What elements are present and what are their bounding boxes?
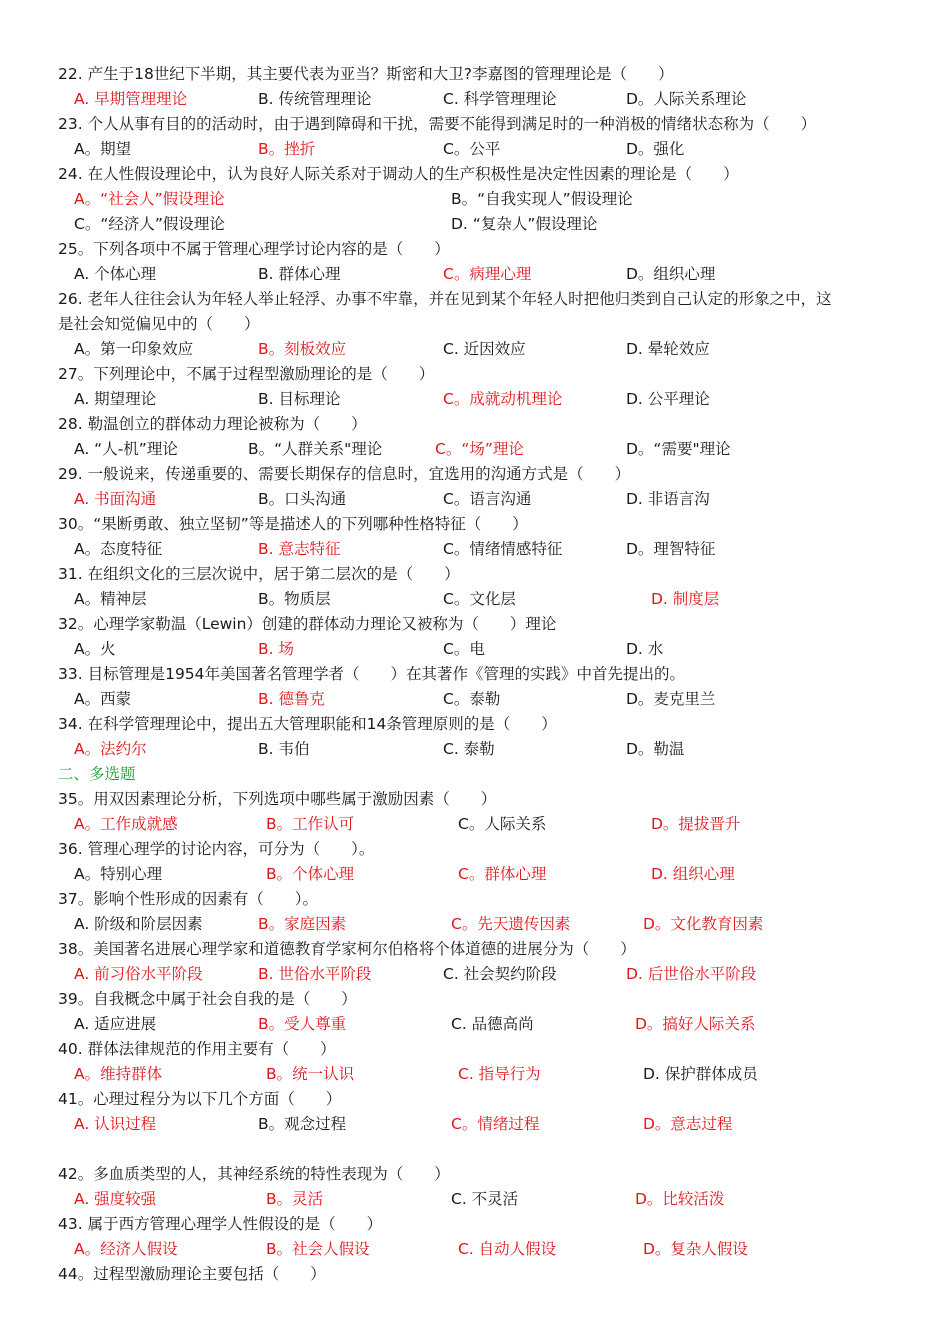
option-row <box>58 587 908 612</box>
option-correct: D。文化教育因素 <box>643 915 764 933</box>
option: D。理智特征 <box>626 540 716 558</box>
option-row <box>58 1112 908 1137</box>
option: A. 期望理论 <box>74 390 157 408</box>
question-stem: 43. 属于西方管理心理学人性假设的是（ ） <box>58 1215 383 1233</box>
option: B。“自我实现人”假设理论 <box>451 190 633 208</box>
option-correct: D. 组织心理 <box>651 865 735 883</box>
question-stem: 33. 目标管理是1954年美国著名管理学者（ ）在其著作《管理的实践》中首先提出的。 <box>58 665 686 683</box>
option-row <box>58 812 908 837</box>
question-stem: 40. 群体法律规范的作用主要有（ ） <box>58 1040 336 1058</box>
option-row <box>58 687 908 712</box>
option-correct: A. 认识过程 <box>74 1115 157 1133</box>
option-correct: A. 书面沟通 <box>74 490 157 508</box>
option-row <box>58 212 908 237</box>
question-stem: 34. 在科学管理理论中，提出五大管理职能和14条管理原则的是（ ） <box>58 715 557 733</box>
question-stem: 26. 老年人往往会认为年轻人举止轻浮、办事不牢靠，并在见到某个年轻人时把他归类到自己认定的形象之中，这 <box>58 290 832 308</box>
option-correct: D。复杂人假设 <box>643 1240 748 1258</box>
option-correct: B。挫折 <box>258 140 316 158</box>
option: A。态度特征 <box>74 540 163 558</box>
question-stem: 42。多血质类型的人，其神经系统的特性表现为（ ） <box>58 1165 450 1183</box>
option: A. 阶级和阶层因素 <box>74 915 203 933</box>
question-stem: 23. 个人从事有目的的活动时，由于遇到障碍和干扰，需要不能得到满足时的一种消极的情绪状态称为（ ） <box>58 115 817 133</box>
option: D。“需要"理论 <box>626 440 731 458</box>
option-row <box>58 337 908 362</box>
option: D. 非语言沟 <box>626 490 710 508</box>
option-correct: B. 意志特征 <box>258 540 341 558</box>
question-stem: 38。美国著名进展心理学家和道德教育学家柯尔伯格将个体道德的进展分为（ ） <box>58 940 636 958</box>
option: A。第一印象效应 <box>74 340 194 358</box>
option-correct: A。法约尔 <box>74 740 147 758</box>
option: C。语言沟通 <box>443 490 532 508</box>
option: C. 泰勒 <box>443 740 495 758</box>
question-stem: 28. 勒温创立的群体动力理论被称为（ ） <box>58 415 367 433</box>
option-correct: D。提拔晋升 <box>651 815 741 833</box>
question-stem: 27。下列理论中，不属于过程型激励理论的是（ ） <box>58 365 435 383</box>
option: C. 不灵活 <box>451 1190 519 1208</box>
option-row <box>58 262 908 287</box>
option: B. 传统管理理论 <box>258 90 372 108</box>
option: B。“人群关系"理论 <box>248 440 383 458</box>
option: D. 水 <box>626 640 664 658</box>
option-correct: C。群体心理 <box>458 865 547 883</box>
option: C。泰勒 <box>443 690 501 708</box>
option: A。西蒙 <box>74 690 132 708</box>
option: A. 适应进展 <box>74 1015 157 1033</box>
option: B. 韦伯 <box>258 740 310 758</box>
option-correct: C。病理心理 <box>443 265 532 283</box>
option-correct: B. 场 <box>258 640 294 658</box>
option: C。公平 <box>443 140 501 158</box>
option-correct: D。意志过程 <box>643 1115 733 1133</box>
option: C。情绪情感特征 <box>443 540 563 558</box>
option: B。观念过程 <box>258 1115 347 1133</box>
option-correct: D。搞好人际关系 <box>635 1015 756 1033</box>
option-correct: B. 世俗水平阶段 <box>258 965 372 983</box>
option-row <box>58 187 908 212</box>
option: A。精神层 <box>74 590 147 608</box>
option: B. 目标理论 <box>258 390 341 408</box>
option: B. 群体心理 <box>258 265 341 283</box>
option: D。勒温 <box>626 740 685 758</box>
option-correct: A. 前习俗水平阶段 <box>74 965 203 983</box>
option-correct: D. 制度层 <box>651 590 720 608</box>
option-correct: B。家庭因素 <box>258 915 347 933</box>
option-row <box>58 537 908 562</box>
option: D。强化 <box>626 140 685 158</box>
question-stem: 25。下列各项中不属于管理心理学讨论内容的是（ ） <box>58 240 450 258</box>
option: D. 保护群体成员 <box>643 1065 758 1083</box>
option-correct: B。受人尊重 <box>258 1015 347 1033</box>
question-stem: 36. 管理心理学的讨论内容，可分为（ ）。 <box>58 840 375 858</box>
question-stem: 39。自我概念中属于社会自我的是（ ） <box>58 990 357 1008</box>
question-stem: 32。心理学家勒温（Lewin）创建的群体动力理论又被称为（ ）理论 <box>58 615 557 633</box>
question-stem: 22. 产生于18世纪下半期，其主要代表为亚当？斯密和大卫?李嘉图的管理理论是（ ） <box>58 65 674 83</box>
question-stem: 44。过程型激励理论主要包括（ ） <box>58 1265 326 1283</box>
option: C. 社会契约阶段 <box>443 965 557 983</box>
option: C。电 <box>443 640 485 658</box>
option: C. 近因效应 <box>443 340 526 358</box>
option: D. “复杂人”假设理论 <box>451 215 598 233</box>
option: D。组织心理 <box>626 265 716 283</box>
option: A. “人-机”理论 <box>74 440 178 458</box>
option-correct: A. 早期管理理论 <box>74 90 188 108</box>
option-correct: B。刻板效应 <box>258 340 347 358</box>
option: A. 个体心理 <box>74 265 157 283</box>
option: A。期望 <box>74 140 132 158</box>
option-correct: B。统一认识 <box>266 1065 355 1083</box>
option-row <box>58 862 908 887</box>
question-stem: 37。影响个性形成的因素有（ ）。 <box>58 890 318 908</box>
option-correct: A。维持群体 <box>74 1065 163 1083</box>
option-row <box>58 637 908 662</box>
question-stem: 35。用双因素理论分析，下列选项中哪些属于激励因素（ ） <box>58 790 497 808</box>
option: C。人际关系 <box>458 815 547 833</box>
option: D. 公平理论 <box>626 390 710 408</box>
option-correct: B. 德鲁克 <box>258 690 325 708</box>
option-correct: B。社会人假设 <box>266 1240 370 1258</box>
question-stem-continued: 是社会知觉偏见中的（ ） <box>58 315 260 333</box>
question-stem: 24. 在人性假设理论中，认为良好人际关系对于调动人的生产积极性是决定性因素的理论是（ ） <box>58 165 739 183</box>
option-correct: C。情绪过程 <box>451 1115 540 1133</box>
question-stem: 41。心理过程分为以下几个方面（ ） <box>58 1090 342 1108</box>
blank-line <box>58 1137 908 1162</box>
option-correct: C。成就动机理论 <box>443 390 563 408</box>
option-row <box>58 962 908 987</box>
exam-document <box>58 62 908 1287</box>
option-correct: A。经济人假设 <box>74 1240 178 1258</box>
option-row <box>58 1237 908 1262</box>
question-stem: 29. 一般说来，传递重要的、需要长期保存的信息时，宜选用的沟通方式是（ ） <box>58 465 631 483</box>
option-correct: B。灵活 <box>266 1190 324 1208</box>
option-correct: A。“社会人”假设理论 <box>74 190 225 208</box>
option: D。人际关系理论 <box>626 90 747 108</box>
option: A。特别心理 <box>74 865 163 883</box>
option: B。物质层 <box>258 590 331 608</box>
option: C. 科学管理理论 <box>443 90 557 108</box>
option: B。口头沟通 <box>258 490 347 508</box>
option-row <box>58 1187 908 1212</box>
option-correct: D. 后世俗水平阶段 <box>626 965 757 983</box>
question-stem: 31. 在组织文化的三层次说中，居于第二层次的是（ ） <box>58 565 460 583</box>
option-correct: C。先天遗传因素 <box>451 915 571 933</box>
option: C。“经济人”假设理论 <box>74 215 225 233</box>
option: D。麦克里兰 <box>626 690 716 708</box>
option-row <box>58 87 908 112</box>
option-row <box>58 387 908 412</box>
option-correct: A。工作成就感 <box>74 815 178 833</box>
option-row <box>58 437 908 462</box>
option: C。文化层 <box>443 590 516 608</box>
option-row <box>58 1062 908 1087</box>
question-stem: 30。“果断勇敢、独立坚韧”等是描述人的下列哪种性格特征（ ） <box>58 515 528 533</box>
option-correct: D。比较活泼 <box>635 1190 725 1208</box>
option-correct: B。个体心理 <box>266 865 355 883</box>
option: D. 晕轮效应 <box>626 340 710 358</box>
option: C. 品德高尚 <box>451 1015 534 1033</box>
option-row <box>58 487 908 512</box>
option: A。火 <box>74 640 116 658</box>
option-row <box>58 137 908 162</box>
option-row <box>58 912 908 937</box>
option-correct: C。“场”理论 <box>435 440 524 458</box>
section-heading: 二、多选题 <box>58 765 136 783</box>
option-correct: A. 强度较强 <box>74 1190 157 1208</box>
option-row <box>58 737 908 762</box>
option-row <box>58 1012 908 1037</box>
option-correct: C. 指导行为 <box>458 1065 541 1083</box>
option-correct: C. 自动人假设 <box>458 1240 557 1258</box>
option-correct: B。工作认可 <box>266 815 355 833</box>
